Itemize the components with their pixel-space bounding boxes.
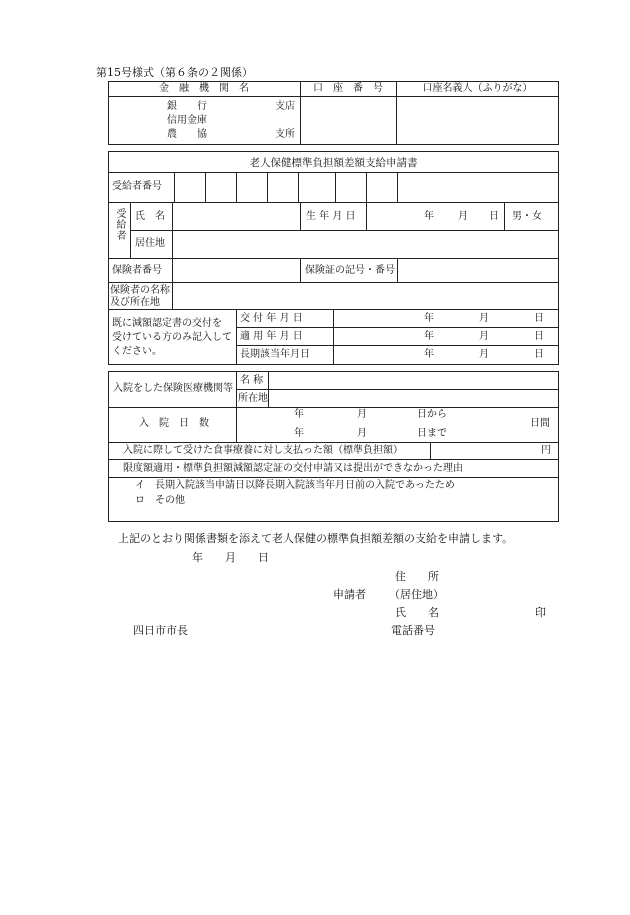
day-to-label: 日まで — [417, 428, 447, 439]
hospital-label: 入院をした保険医療機関等 — [113, 383, 233, 394]
to-month: 月 — [357, 428, 367, 439]
to-year: 年 — [294, 428, 304, 439]
days-unit: 日間 — [530, 418, 550, 429]
bank-type-shinkin: 信用金庫 — [167, 115, 207, 126]
insurer-name-label-1: 保険者の名称 — [110, 285, 170, 296]
insurer-name-label-2: 及び所在地 — [110, 297, 160, 308]
from-year: 年 — [294, 409, 304, 420]
recipient-label: 受給者 — [114, 208, 125, 241]
applicant-address-label: 住 所 — [395, 570, 439, 583]
reason-title: 限度額適用・標準負担額減額認定証の交付申請又は提出ができなかった理由 — [123, 463, 463, 474]
meal-paid-label: 入院に際して受けた食事療養に対し支払った額（標準負担額） — [123, 445, 403, 456]
apply-month: 月 — [479, 331, 489, 342]
reason-option-a[interactable]: イ 長期入院該当申請日以降長期入院該当年月日前の入院であったため — [135, 480, 455, 491]
days-label: 入 院 日 数 — [139, 418, 209, 429]
long-term-month: 月 — [479, 349, 489, 360]
apply-year: 年 — [424, 331, 434, 342]
hospital-name-field[interactable] — [269, 372, 558, 388]
from-month: 月 — [357, 409, 367, 420]
dob-month: 月 — [458, 211, 468, 222]
applicant-label: 申請者 — [333, 588, 366, 601]
apply-day: 日 — [534, 331, 544, 342]
application-date: 年 月 日 — [192, 551, 269, 564]
residence-label: 居住地 — [135, 238, 165, 249]
insurance-card-field[interactable] — [398, 259, 558, 281]
insurer-name-field[interactable] — [173, 283, 558, 308]
reason-option-b[interactable]: ロ その他 — [135, 495, 185, 506]
account-holder-field[interactable] — [398, 98, 557, 143]
insurance-card-label: 保険証の記号・番号 — [305, 265, 395, 276]
issue-date-label: 交 付 年 月 日 — [240, 313, 303, 324]
applicant-name-label: 氏 名 — [395, 606, 439, 619]
issue-day: 日 — [534, 313, 544, 324]
residence-field[interactable] — [173, 231, 558, 257]
insurer-number-field[interactable] — [173, 259, 299, 281]
issue-month: 月 — [479, 313, 489, 324]
apply-date-label: 適 用 年 月 日 — [240, 331, 303, 342]
applicant-phone-label: 電話番号 — [391, 624, 435, 637]
col-account-holder: 口座名義人（ふりがな） — [422, 83, 533, 94]
dob-day: 日 — [489, 211, 499, 222]
yen-unit: 円 — [541, 445, 551, 456]
recipient-number-label: 受給者番号 — [112, 181, 162, 192]
applicant-residence-label: （居住地） — [389, 588, 444, 601]
long-term-day: 日 — [534, 349, 544, 360]
form-number: 第15号様式（第６条の２関係） — [96, 66, 253, 79]
dob-label: 生 年 月 日 — [306, 211, 356, 222]
insurer-number-label: 保険者番号 — [112, 265, 162, 276]
day-from-label: 日から — [417, 409, 447, 420]
long-term-date-label: 長期該当年月日 — [240, 349, 310, 360]
recipient-number-field[interactable] — [175, 173, 396, 201]
addressee: 四日市市長 — [133, 624, 188, 637]
account-number-field[interactable] — [302, 98, 394, 143]
bank-office-label: 支所 — [275, 129, 295, 140]
gender-select[interactable]: 男・女 — [512, 211, 542, 222]
reduced-note-2: 受けている方のみ記入して — [112, 332, 232, 343]
col-bank-name: 金 融 機 関 名 — [159, 83, 249, 94]
form-title: 老人保健標準負担額差額支給申請書 — [249, 157, 418, 169]
issue-year: 年 — [424, 313, 434, 324]
reduced-note-3: ください。 — [112, 346, 162, 357]
col-account-number: 口 座 番 号 — [313, 83, 383, 94]
hospital-address-field[interactable] — [269, 390, 558, 406]
bank-type-bank: 銀 行 — [167, 101, 207, 112]
seal-mark: 印 — [535, 606, 546, 619]
bank-type-nokyo: 農 協 — [167, 129, 207, 140]
meal-paid-field[interactable] — [431, 443, 536, 458]
recipient-name-field[interactable] — [173, 203, 299, 229]
hospital-name-label: 名 称 — [240, 375, 264, 386]
dob-year: 年 — [424, 211, 434, 222]
long-term-year: 年 — [424, 349, 434, 360]
declaration-text: 上記のとおり関係書類を添えて老人保健の標準負担額差額の支給を申請します。 — [118, 532, 514, 545]
name-label: 氏 名 — [135, 211, 165, 222]
reduced-note-1: 既に減額認定書の交付を — [112, 318, 222, 329]
bank-branch-label: 支店 — [275, 101, 295, 112]
hospital-address-label: 所在地 — [238, 393, 268, 404]
